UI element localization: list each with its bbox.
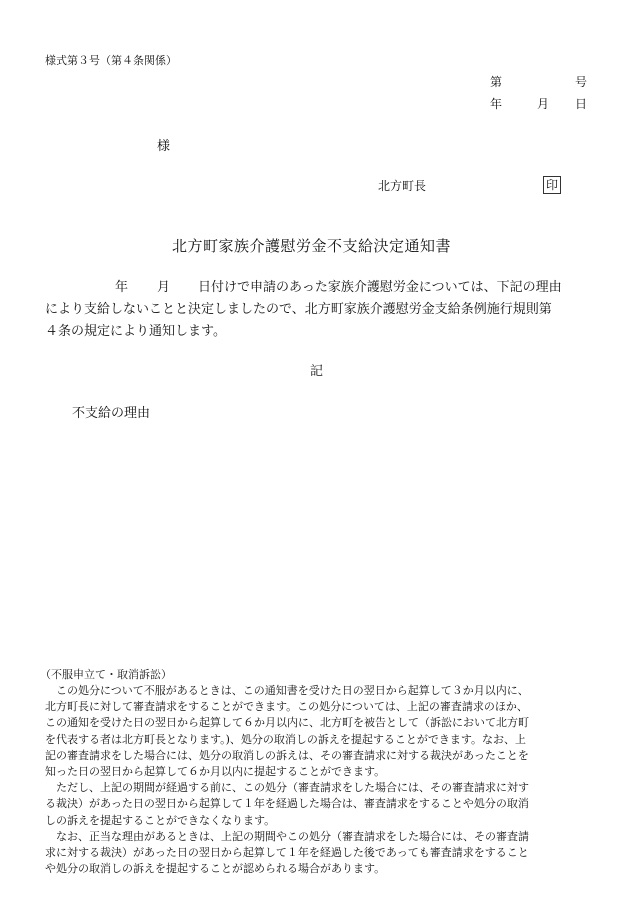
date-month: 月: [537, 97, 550, 111]
addressee-suffix: 様: [157, 139, 171, 154]
date-year: 年: [490, 97, 503, 111]
seal-text: 印: [543, 176, 561, 194]
seal-mark: [543, 174, 561, 194]
notice-heading: （不服申立て・取消訴訟）: [40, 668, 172, 681]
doc-number-prefix: 第: [490, 75, 503, 89]
notice-line: や処分の取消しの訴えを提起することが認められる場合があります。: [45, 862, 386, 876]
body-line-2: により支給しないことと決定しましたので、北方町家族介護慰労金支給条例施行規則第: [45, 302, 552, 317]
notice-line: 記の審査請求をした場合には、処分の取消しの訴えは、その審査請求に対する裁決があったことを: [45, 748, 529, 762]
ki-heading: 記: [310, 364, 324, 379]
reason-label: 不支給の理由: [72, 406, 151, 421]
notice-line: 知った日の翌日から起算して６か月以内に提起することができます。: [45, 765, 386, 779]
doc-number-suffix: 号: [575, 75, 588, 89]
notice-line: を代表する者は北方町長となります。)、処分の取消しの訴えを提起することができます。なお、上: [45, 732, 527, 746]
body-line-1: 日付けで申請のあった家族介護慰労金については、下記の理由: [198, 280, 562, 295]
notice-line: この通知を受けた日の翌日から起算して６か月以内に、北方町を被告として（訴訟において北方町: [45, 716, 529, 730]
notice-line: ただし、上記の期間が経過する前に、この処分（審査請求をした場合には、その審査請求に対す: [45, 781, 529, 795]
body-date-month: 月: [157, 280, 171, 295]
notice-block: [45, 683, 529, 877]
notice-line: 北方町長に対して審査請求をすることができます。この処分については、上記の審査請求のほか、: [45, 700, 528, 714]
body-line-3: ４条の規定により通知します。: [45, 324, 226, 339]
body-date-year: 年: [115, 280, 129, 295]
notice-line: る裁決）があった日の翌日から起算して１年を経過した場合は、審査請求をすることや処分の取消: [45, 797, 529, 811]
notice-line: なお、正当な理由があるときは、上記の期間やこの処分（審査請求をした場合には、その審査請: [45, 829, 529, 843]
notice-line: 求に対する裁決）があった日の翌日から起算して１年を経過した後であっても審査請求をすること: [45, 846, 529, 860]
notice-line: しの訴えを提起することができなくなります。: [45, 813, 276, 827]
issuer-name: 北方町長: [378, 179, 427, 193]
notice-line: この処分について不服があるときは、この通知書を受けた日の翌日から起算して３か月以内に、: [45, 684, 529, 697]
form-number: 様式第３号（第４条関係）: [45, 54, 177, 67]
document-title: 北方町家族介護慰労金不支給決定通知書: [172, 237, 452, 255]
date-day: 日: [575, 97, 588, 111]
